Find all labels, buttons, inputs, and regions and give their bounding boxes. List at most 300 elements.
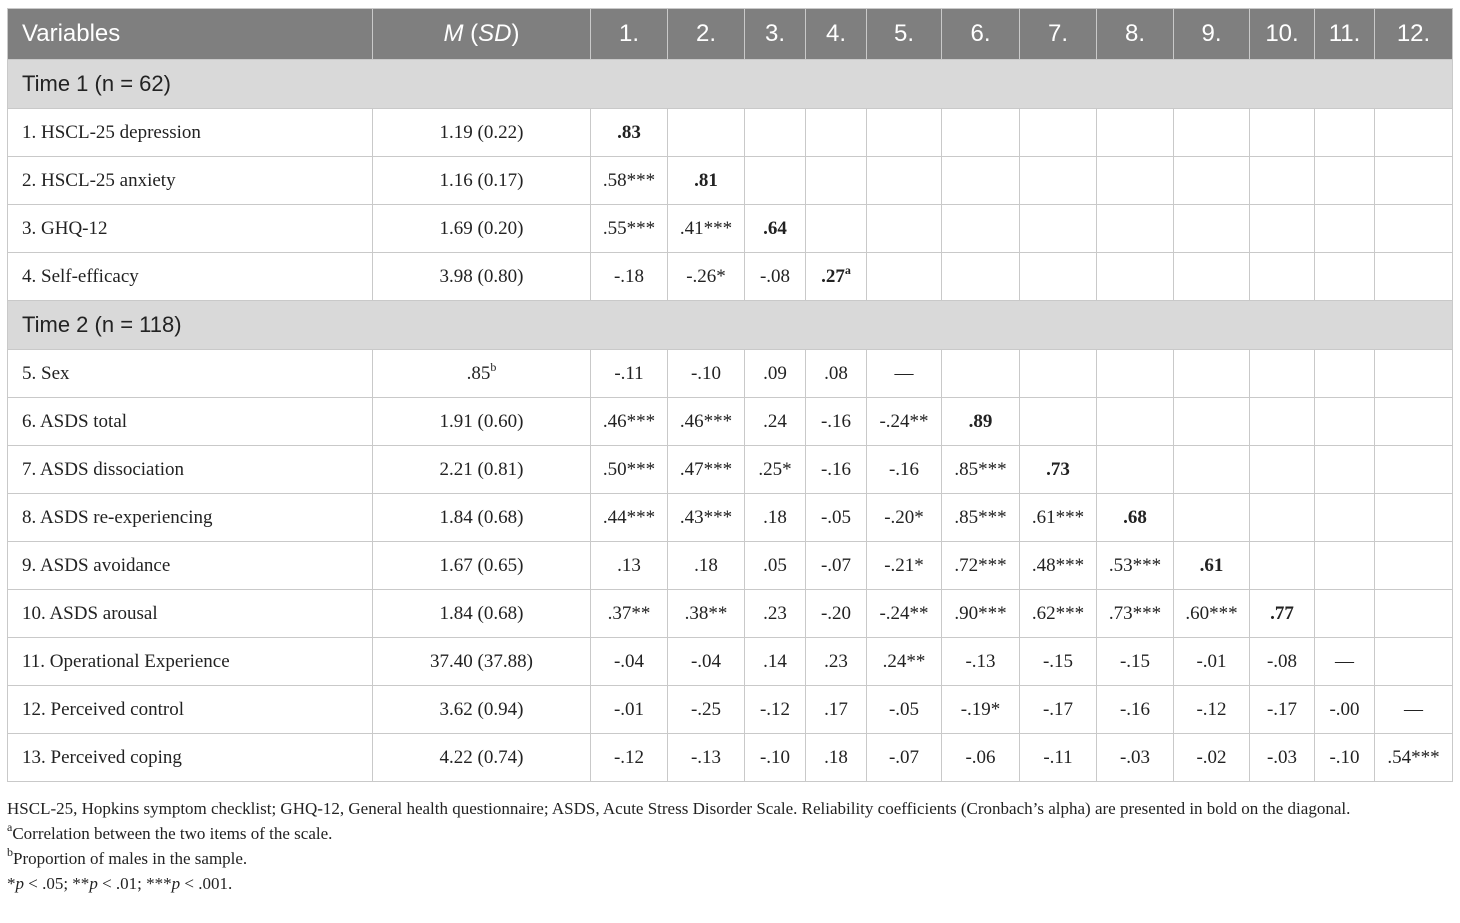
correlation-cell: [591, 253, 668, 301]
empty-cell: [1174, 350, 1250, 398]
header-variables: Variables: [8, 9, 373, 60]
empty-cell: [1375, 350, 1453, 398]
reliability-cell: [591, 109, 668, 157]
correlation-cell: [942, 542, 1020, 590]
correlation-cell: [806, 734, 867, 782]
correlation-table: [7, 8, 1453, 782]
cell-value: -.03: [1119, 746, 1151, 768]
correlation-cell: [745, 494, 806, 542]
table-row: [8, 686, 1453, 734]
table-row: [8, 253, 1453, 301]
cell-value: -.16: [820, 458, 852, 480]
header-col: 10.: [1250, 9, 1315, 60]
variable-label: 5. Sex: [8, 350, 373, 398]
section-title: Time 1 (n = 62): [8, 60, 1453, 109]
cell-value: -.17: [1042, 698, 1074, 720]
correlation-cell: [867, 686, 942, 734]
cell-value: .90***: [954, 602, 1007, 624]
cell-value: .50***: [602, 458, 656, 480]
correlation-cell: [1250, 686, 1315, 734]
empty-cell: [1020, 253, 1097, 301]
table-row: [8, 734, 1453, 782]
mean-sd-value: 1.91 (0.60): [439, 410, 524, 432]
section-row: [8, 60, 1453, 109]
empty-cell: [1375, 542, 1453, 590]
footnote-marker: b: [490, 359, 497, 374]
cell-value: -.01: [1196, 650, 1227, 672]
footnote-marker: a: [844, 262, 851, 277]
mean-sd-value: 1.84 (0.68): [439, 602, 524, 624]
cell-value: -.05: [888, 698, 920, 720]
variable-label: 8. ASDS re-experiencing: [8, 494, 373, 542]
cell-value: .73***: [1108, 602, 1162, 624]
reliability-cell: [745, 205, 806, 253]
mean-sd-value: 1.19 (0.22): [439, 121, 524, 143]
note-b-text: Proportion of males in the sample.: [13, 849, 248, 868]
correlation-cell: [745, 350, 806, 398]
empty-cell: [867, 205, 942, 253]
reliability-cell: [1174, 542, 1250, 590]
empty-cell: [1250, 350, 1315, 398]
correlation-cell: [942, 734, 1020, 782]
cell-value: -.10: [690, 362, 722, 384]
note-a: [7, 821, 1452, 846]
cell-value: .73: [1046, 458, 1070, 480]
mean-sd-value: 1.84 (0.68): [439, 506, 524, 528]
correlation-cell: [1020, 590, 1097, 638]
cell-value: -.07: [888, 746, 920, 768]
empty-cell: [1375, 398, 1453, 446]
cell-value: .27: [821, 265, 845, 287]
correlation-cell: [745, 638, 806, 686]
cell-value: .48***: [1031, 554, 1085, 576]
header-col: 11.: [1315, 9, 1375, 60]
correlation-cell: [1250, 734, 1315, 782]
empty-cell: [806, 205, 867, 253]
variable-label: 1. HSCL-25 depression: [8, 109, 373, 157]
empty-cell: [1315, 542, 1375, 590]
cell-value: .18: [694, 554, 718, 576]
empty-cell: [1097, 398, 1174, 446]
empty-cell: [1020, 205, 1097, 253]
empty-cell: [1097, 205, 1174, 253]
correlation-cell: [806, 686, 867, 734]
correlation-cell: [942, 590, 1020, 638]
empty-cell: [1097, 157, 1174, 205]
empty-cell: [1020, 350, 1097, 398]
cell-value: —: [1404, 698, 1423, 720]
correlation-cell: [591, 398, 668, 446]
empty-cell: [745, 109, 806, 157]
mean-sd-value: 1.67 (0.65): [439, 554, 524, 576]
section-row: [8, 301, 1453, 350]
correlation-cell: [668, 542, 745, 590]
table-notes: [7, 796, 1452, 896]
empty-cell: [1174, 398, 1250, 446]
cell-value: .58***: [602, 169, 656, 191]
empty-cell: [1315, 157, 1375, 205]
note-significance: *p < .05; **p < .01; ***p < .001.: [7, 874, 233, 893]
cell-value: .64: [763, 217, 787, 239]
correlation-cell: [867, 398, 942, 446]
cell-value: —: [894, 362, 914, 384]
correlation-cell: [867, 350, 942, 398]
empty-cell: [1174, 205, 1250, 253]
correlation-cell: [668, 590, 745, 638]
cell-value: .44***: [602, 506, 656, 528]
variable-label: 7. ASDS dissociation: [8, 446, 373, 494]
empty-cell: [1174, 253, 1250, 301]
mean-sd-cell: [373, 590, 591, 638]
table-body: [8, 60, 1453, 782]
correlation-cell: [745, 542, 806, 590]
cell-value: .14: [763, 650, 787, 672]
correlation-cell: [591, 157, 668, 205]
correlation-cell: [591, 542, 668, 590]
correlation-cell: [745, 398, 806, 446]
cell-value: .18: [763, 506, 787, 528]
variable-label: 10. ASDS arousal: [8, 590, 373, 638]
correlation-cell: [1097, 734, 1174, 782]
cell-value: .89: [968, 410, 993, 432]
correlation-cell: [867, 734, 942, 782]
correlation-cell: [668, 446, 745, 494]
correlation-cell: [591, 205, 668, 253]
correlation-cell: [1020, 542, 1097, 590]
header-col: 4.: [806, 9, 867, 60]
cell-value: .46***: [602, 410, 656, 432]
empty-cell: [942, 253, 1020, 301]
empty-cell: [1097, 109, 1174, 157]
empty-cell: [1097, 253, 1174, 301]
correlation-cell: [942, 494, 1020, 542]
empty-cell: [1375, 446, 1453, 494]
header-col: 7.: [1020, 9, 1097, 60]
cell-value: -.10: [1329, 746, 1360, 768]
header-mean-sd: M (SD): [373, 9, 591, 60]
correlation-cell: [1174, 734, 1250, 782]
cell-value: .37**: [607, 602, 651, 624]
correlation-cell: [806, 398, 867, 446]
empty-cell: [1250, 446, 1315, 494]
cell-value: .13: [617, 554, 641, 576]
header-col: 2.: [668, 9, 745, 60]
table-row: [8, 590, 1453, 638]
cell-value: -.16: [1119, 698, 1151, 720]
mean-sd-cell: [373, 494, 591, 542]
reliability-cell: [1097, 494, 1174, 542]
correlation-cell: [1375, 686, 1453, 734]
cell-value: -.24**: [879, 410, 929, 432]
cell-value: -.01: [613, 698, 645, 720]
correlation-cell: [942, 686, 1020, 734]
correlation-cell: [745, 590, 806, 638]
table-row: [8, 494, 1453, 542]
table-container: [7, 8, 1452, 782]
section-title: Time 2 (n = 118): [8, 301, 1453, 350]
cell-value: .62***: [1031, 602, 1085, 624]
mean-sd-cell: [373, 734, 591, 782]
correlation-cell: [867, 494, 942, 542]
note-b: [7, 846, 1452, 871]
cell-value: -.24**: [879, 602, 929, 624]
cell-value: .38**: [684, 602, 728, 624]
header-m: M: [443, 20, 464, 47]
empty-cell: [1250, 253, 1315, 301]
table-row: [8, 157, 1453, 205]
cell-value: -.03: [1266, 746, 1298, 768]
cell-value: .77: [1270, 602, 1294, 624]
empty-cell: [1250, 398, 1315, 446]
header-col: 9.: [1174, 9, 1250, 60]
cell-value: .81: [694, 169, 718, 191]
mean-sd-cell: [373, 350, 591, 398]
cell-value: -.06: [965, 746, 996, 768]
correlation-cell: [1315, 734, 1375, 782]
correlation-cell: [591, 590, 668, 638]
empty-cell: [745, 157, 806, 205]
empty-cell: [1097, 350, 1174, 398]
cell-value: .85***: [954, 506, 1007, 528]
cell-value: -.12: [613, 746, 645, 768]
cell-value: .72***: [954, 554, 1007, 576]
reliability-cell: [1020, 446, 1097, 494]
correlation-cell: [591, 446, 668, 494]
empty-cell: [1174, 494, 1250, 542]
empty-cell: [1174, 446, 1250, 494]
correlation-cell: [591, 734, 668, 782]
table-row: [8, 638, 1453, 686]
reliability-cell: [806, 253, 867, 301]
correlation-cell: [668, 734, 745, 782]
correlation-cell: [1020, 638, 1097, 686]
variable-label: 4. Self-efficacy: [8, 253, 373, 301]
empty-cell: [1375, 253, 1453, 301]
empty-cell: [1375, 157, 1453, 205]
correlation-cell: [1375, 734, 1453, 782]
correlation-cell: [1174, 686, 1250, 734]
cell-value: .23: [763, 602, 787, 624]
empty-cell: [1250, 109, 1315, 157]
mean-sd-cell: [373, 253, 591, 301]
correlation-cell: [806, 638, 867, 686]
note-a-text: Correlation between the two items of the scale.: [12, 824, 333, 843]
cell-value: .55***: [602, 217, 656, 239]
empty-cell: [942, 205, 1020, 253]
correlation-cell: [668, 398, 745, 446]
correlation-cell: [1250, 638, 1315, 686]
cell-value: .05: [763, 554, 787, 576]
empty-cell: [1375, 590, 1453, 638]
empty-cell: [1375, 638, 1453, 686]
empty-cell: [942, 350, 1020, 398]
correlation-cell: [1020, 494, 1097, 542]
empty-cell: [1315, 205, 1375, 253]
cell-value: .25*: [758, 458, 792, 480]
cell-value: .61: [1199, 554, 1224, 576]
header-row: [8, 9, 1453, 60]
empty-cell: [1315, 109, 1375, 157]
cell-value: -.16: [888, 458, 920, 480]
cell-value: .18: [824, 746, 848, 768]
correlation-cell: [668, 494, 745, 542]
empty-cell: [942, 109, 1020, 157]
header-col: 12.: [1375, 9, 1453, 60]
correlation-cell: [806, 494, 867, 542]
variable-label: 9. ASDS avoidance: [8, 542, 373, 590]
cell-value: -.17: [1266, 698, 1298, 720]
cell-value: -.25: [690, 698, 722, 720]
cell-value: -.11: [614, 362, 644, 384]
header-col: 1.: [591, 9, 668, 60]
cell-value: -.21*: [884, 554, 924, 576]
correlation-cell: [1020, 734, 1097, 782]
cell-value: .46***: [679, 410, 733, 432]
cell-value: .83: [617, 121, 641, 143]
empty-cell: [1020, 109, 1097, 157]
correlation-cell: [806, 542, 867, 590]
correlation-cell: [1097, 590, 1174, 638]
empty-cell: [1315, 253, 1375, 301]
correlation-cell: [591, 494, 668, 542]
reliability-cell: [942, 398, 1020, 446]
cell-value: .53***: [1108, 554, 1162, 576]
empty-cell: [867, 157, 942, 205]
cell-value: .24: [763, 410, 787, 432]
correlation-cell: [668, 686, 745, 734]
mean-sd-value: 37.40 (37.88): [430, 650, 533, 672]
table-row: [8, 109, 1453, 157]
header-col: 8.: [1097, 9, 1174, 60]
note-abbreviations: HSCL-25, Hopkins symptom checklist; GHQ-12, General health questionnaire; ASDS, Acute Stress Disorder Scale. Reliability coefficients (Cronbach’s alpha) are presented in bold on the diagonal.: [7, 799, 1351, 818]
cell-value: -.13: [690, 746, 722, 768]
cell-value: -.00: [1329, 698, 1360, 720]
variable-label: 13. Perceived coping: [8, 734, 373, 782]
correlation-cell: [591, 350, 668, 398]
cell-value: —: [1335, 650, 1354, 672]
cell-value: -.08: [1266, 650, 1298, 672]
cell-value: .09: [763, 362, 787, 384]
mean-sd-value: 1.69 (0.20): [439, 217, 524, 239]
reliability-cell: [1250, 590, 1315, 638]
empty-cell: [1315, 446, 1375, 494]
cell-value: .24**: [882, 650, 926, 672]
cell-value: -.05: [820, 506, 852, 528]
mean-sd-cell: [373, 686, 591, 734]
mean-sd-cell: [373, 542, 591, 590]
correlation-cell: [867, 590, 942, 638]
empty-cell: [1174, 109, 1250, 157]
mean-sd-value: 2.21 (0.81): [439, 458, 524, 480]
cell-value: -.08: [759, 265, 791, 287]
correlation-cell: [806, 350, 867, 398]
note-a-mark: a: [7, 820, 13, 834]
table-row: [8, 446, 1453, 494]
variable-label: 3. GHQ-12: [8, 205, 373, 253]
empty-cell: [867, 253, 942, 301]
cell-value: -.15: [1119, 650, 1151, 672]
mean-sd-cell: [373, 109, 591, 157]
cell-value: -.15: [1042, 650, 1074, 672]
correlation-cell: [745, 253, 806, 301]
empty-cell: [1250, 494, 1315, 542]
correlation-cell: [668, 253, 745, 301]
mean-sd-cell: [373, 205, 591, 253]
correlation-cell: [1315, 686, 1375, 734]
empty-cell: [1375, 109, 1453, 157]
empty-cell: [668, 109, 745, 157]
cell-value: -.20*: [884, 506, 924, 528]
table-row: [8, 542, 1453, 590]
mean-sd-value: 1.16 (0.17): [439, 169, 524, 191]
cell-value: .23: [824, 650, 848, 672]
mean-sd-cell: [373, 638, 591, 686]
correlation-cell: [591, 638, 668, 686]
empty-cell: [1097, 446, 1174, 494]
correlation-cell: [1097, 638, 1174, 686]
correlation-cell: [867, 542, 942, 590]
cell-value: .43***: [679, 506, 733, 528]
note-b-mark: b: [7, 845, 13, 859]
table-row: [8, 350, 1453, 398]
correlation-cell: [1020, 686, 1097, 734]
cell-value: .41***: [679, 217, 733, 239]
cell-value: -.12: [1196, 698, 1227, 720]
variable-label: 12. Perceived control: [8, 686, 373, 734]
empty-cell: [867, 109, 942, 157]
correlation-cell: [806, 446, 867, 494]
cell-value: .68: [1123, 506, 1147, 528]
header-col: 3.: [745, 9, 806, 60]
mean-sd-value: .85: [466, 362, 491, 384]
empty-cell: [1174, 157, 1250, 205]
empty-cell: [1375, 205, 1453, 253]
cell-value: -.16: [820, 410, 852, 432]
cell-value: -.26*: [686, 265, 726, 287]
cell-value: .85***: [954, 458, 1007, 480]
table-row: [8, 398, 1453, 446]
variable-label: 2. HSCL-25 anxiety: [8, 157, 373, 205]
mean-sd-cell: [373, 157, 591, 205]
mean-sd-value: 4.22 (0.74): [439, 746, 524, 768]
cell-value: -.02: [1196, 746, 1227, 768]
variable-label: 11. Operational Experience: [8, 638, 373, 686]
mean-sd-cell: [373, 398, 591, 446]
empty-cell: [1020, 157, 1097, 205]
cell-value: .17: [824, 698, 848, 720]
cell-value: -.11: [1043, 746, 1073, 768]
table-row: [8, 205, 1453, 253]
correlation-cell: [1097, 542, 1174, 590]
correlation-cell: [745, 446, 806, 494]
correlation-cell: [591, 686, 668, 734]
cell-value: -.07: [820, 554, 852, 576]
empty-cell: [1315, 590, 1375, 638]
correlation-cell: [1097, 686, 1174, 734]
header-col: 5.: [867, 9, 942, 60]
correlation-cell: [1174, 590, 1250, 638]
cell-value: -.20: [820, 602, 852, 624]
correlation-cell: [942, 446, 1020, 494]
cell-value: -.12: [759, 698, 791, 720]
empty-cell: [1375, 494, 1453, 542]
correlation-cell: [1315, 638, 1375, 686]
correlation-cell: [745, 686, 806, 734]
cell-value: .61***: [1031, 506, 1085, 528]
mean-sd-cell: [373, 446, 591, 494]
cell-value: .54***: [1387, 746, 1440, 768]
variable-label: 6. ASDS total: [8, 398, 373, 446]
